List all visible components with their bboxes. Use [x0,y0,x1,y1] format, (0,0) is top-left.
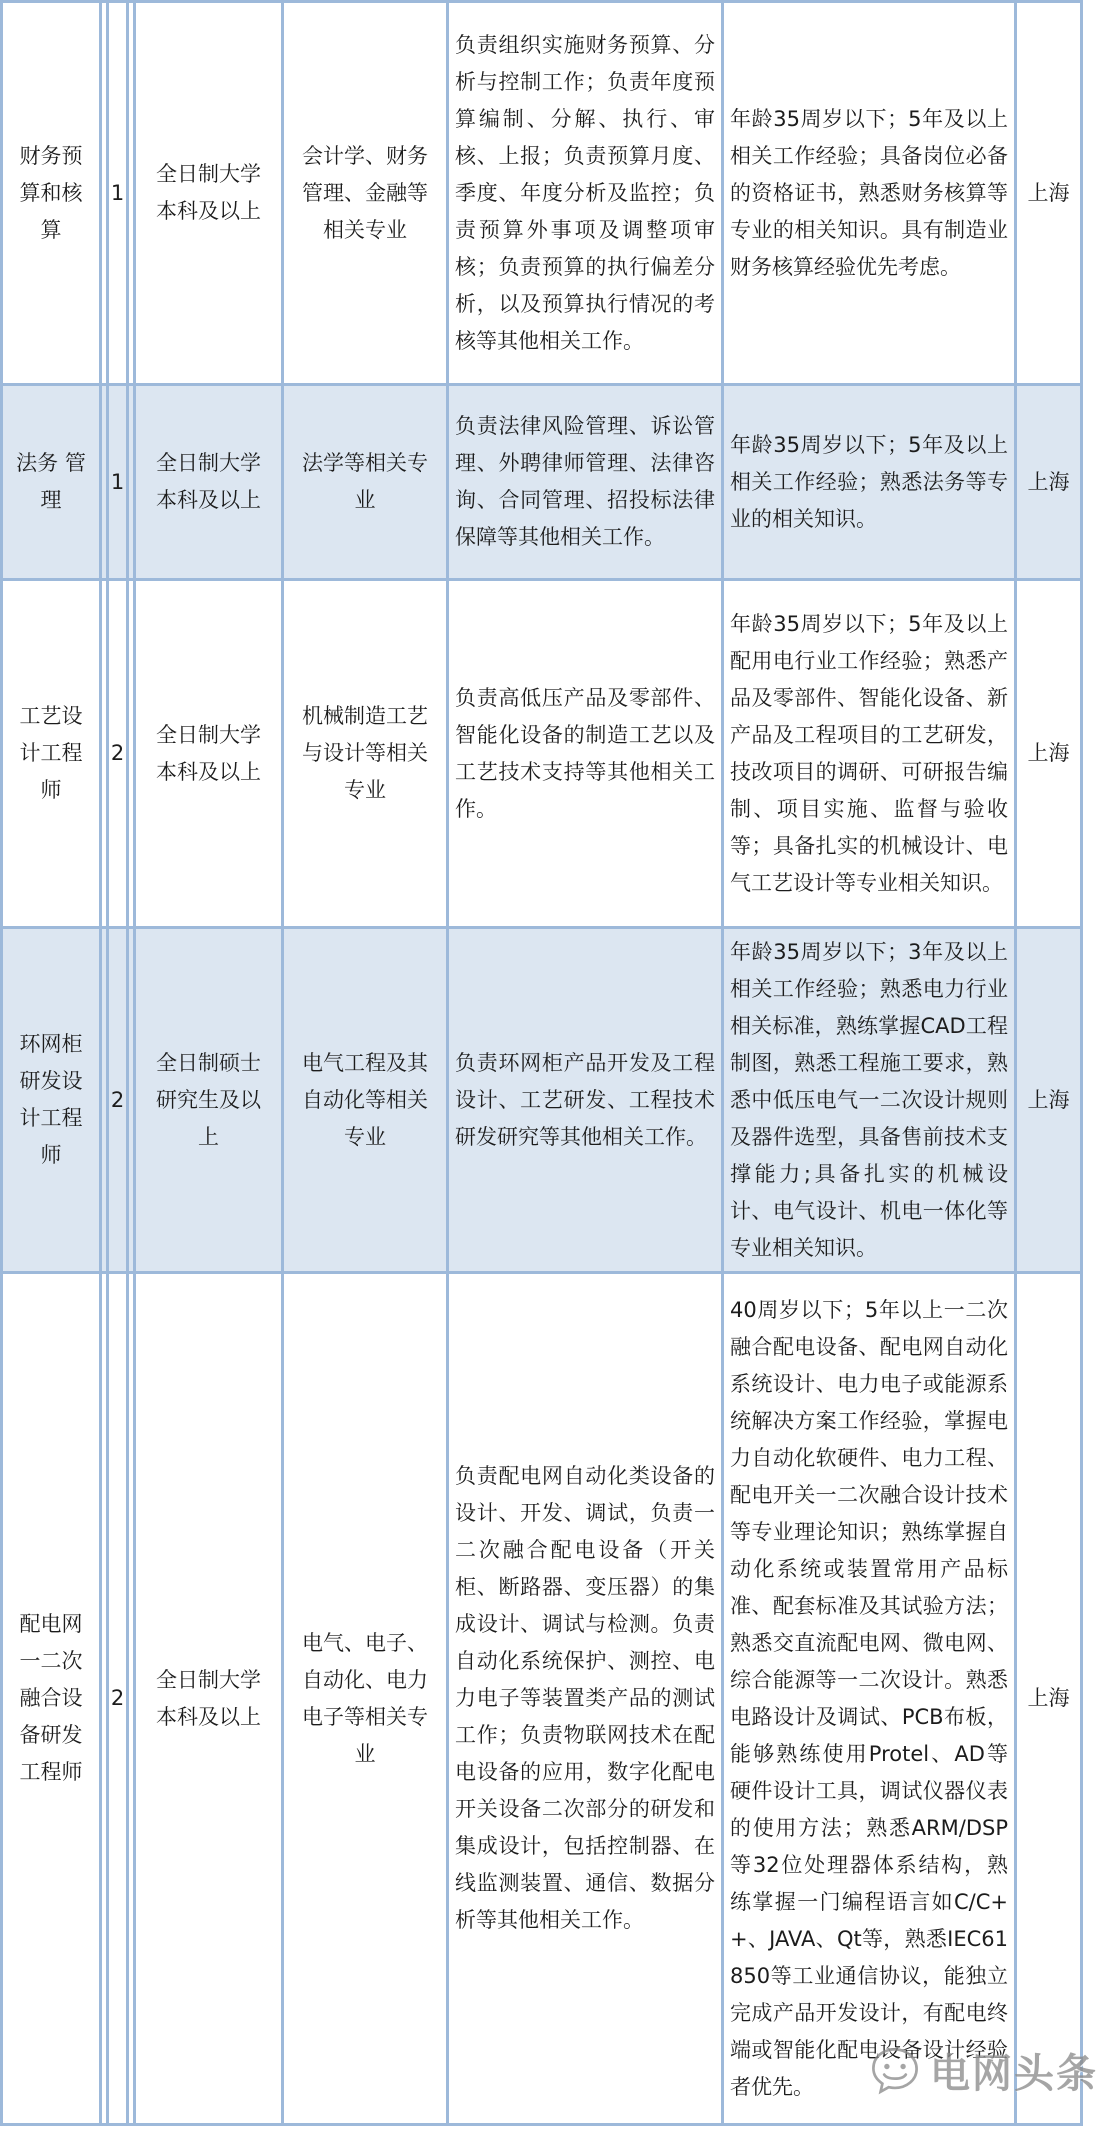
cell-major: 会计学、财务管理、金融等相关专业 [283,2,448,385]
cell-location: 上海 [1016,1273,1082,2125]
cell-location: 上海 [1016,580,1082,928]
column-spacer [101,2,108,385]
cell-requirements: 年龄35周岁以下；5年及以上相关工作经验；具备岗位必备的资格证书，熟悉财务核算等专业的相关知识。具有制造业财务核算经验优先考虑。 [723,2,1016,385]
table-row [2,2,1082,385]
cell-location: 上海 [1016,928,1082,1273]
cell-education: 全日制大学本科及以上 [135,1273,283,2125]
cell-headcount: 2 [108,1273,128,2125]
column-spacer [128,580,135,928]
cell-position: 环网柜研发设计工程师 [2,928,101,1273]
cell-education: 全日制大学本科及以上 [135,385,283,580]
cell-major: 机械制造工艺与设计等相关专业 [283,580,448,928]
column-spacer [101,580,108,928]
cell-headcount: 1 [108,385,128,580]
cell-requirements: 年龄35周岁以下；5年及以上配用电行业工作经验；熟悉产品及零部件、智能化设备、新产品及工程项目的工艺研发，技改项目的调研、可研报告编制、项目实施、监督与验收等；具备扎实的机械设计、电气工艺设计等专业相关知识。 [723,580,1016,928]
cell-position: 法务 管理 [2,385,101,580]
cell-location: 上海 [1016,2,1082,385]
table-row [2,1273,1082,2125]
column-spacer [101,385,108,580]
cell-position: 工艺设计工程师 [2,580,101,928]
cell-major: 法学等相关专业 [283,385,448,580]
cell-duties: 负责组织实施财务预算、分析与控制工作；负责年度预算编制、分解、执行、审核、上报；负责预算月度、季度、年度分析及监控；负责预算外事项及调整项审核；负责预算的执行偏差分析，以及预算执行情况的考核等其他相关工作。 [448,2,723,385]
cell-headcount: 2 [108,928,128,1273]
cell-headcount: 2 [108,580,128,928]
cell-duties: 负责配电网自动化类设备的设计、开发、调试，负责一二次融合配电设备（开关柜、断路器、变压器）的集成设计、调试与检测。负责自动化系统保护、测控、电力电子等装置类产品的测试工作；负责物联网技术在配电设备的应用，数字化配电开关设备二次部分的研发和集成设计，包括控制器、在线监测装置、通信、数据分析等其他相关工作。 [448,1273,723,2125]
column-spacer [101,928,108,1273]
table-row [2,580,1082,928]
cell-duties: 负责环网柜产品开发及工程设计、工艺研发、工程技术研发研究等其他相关工作。 [448,928,723,1273]
cell-duties: 负责法律风险管理、诉讼管理、外聘律师管理、法律咨询、合同管理、招投标法律保障等其他相关工作。 [448,385,723,580]
cell-education: 全日制大学本科及以上 [135,2,283,385]
cell-education: 全日制大学本科及以上 [135,580,283,928]
cell-position: 配电网一二次融合设备研发工程师 [2,1273,101,2125]
column-spacer [101,1273,108,2125]
cell-requirements: 年龄35周岁以下；5年及以上相关工作经验；熟悉法务等专业的相关知识。 [723,385,1016,580]
column-spacer [128,928,135,1273]
cell-position: 财务预算和核算 [2,2,101,385]
cell-duties: 负责高低压产品及零部件、智能化设备的制造工艺以及工艺技术支持等其他相关工作。 [448,580,723,928]
table-row [2,928,1082,1273]
cell-requirements: 40周岁以下；5年以上一二次融合配电设备、配电网自动化系统设计、电力电子或能源系统解决方案工作经验，掌握电力自动化软硬件、电力工程、配电开关一二次融合设计技术等专业理论知识；熟练掌握自动化系统或装置常用产品标准、配套标准及其试验方法；熟悉交直流配电网、微电网、综合能源等一二次设计。熟悉电路设计及调试、PCB布板，能够熟练使用Protel、AD等硬件设计工具，调试仪器仪表的使用方法；熟悉ARM/DSP等32位处理器体系结构，熟练掌握一门编程语言如C/C++、JAVA、Qt等，熟悉IEC61850等工业通信协议，能独立完成产品开发设计，有配电终端或智能化配电设备设计经验者优先。 [723,1273,1016,2125]
cell-major: 电气、电子、自动化、电力电子等相关专业 [283,1273,448,2125]
column-spacer [128,1273,135,2125]
cell-education: 全日制硕士研究生及以上 [135,928,283,1273]
column-spacer [128,385,135,580]
cell-major: 电气工程及其自动化等相关专业 [283,928,448,1273]
table-row [2,385,1082,580]
column-spacer [128,2,135,385]
cell-requirements: 年龄35周岁以下；3年及以上相关工作经验；熟悉电力行业相关标准，熟练掌握CAD工程制图，熟悉工程施工要求，熟悉中低压电气一二次设计规则及器件选型，具备售前技术支撑能力;具备扎实的机械设计、电气设计、机电一体化等专业相关知识。 [723,928,1016,1273]
watermark-label: 电网头条 [930,2051,1098,2097]
cell-location: 上海 [1016,385,1082,580]
cell-headcount: 1 [108,2,128,385]
